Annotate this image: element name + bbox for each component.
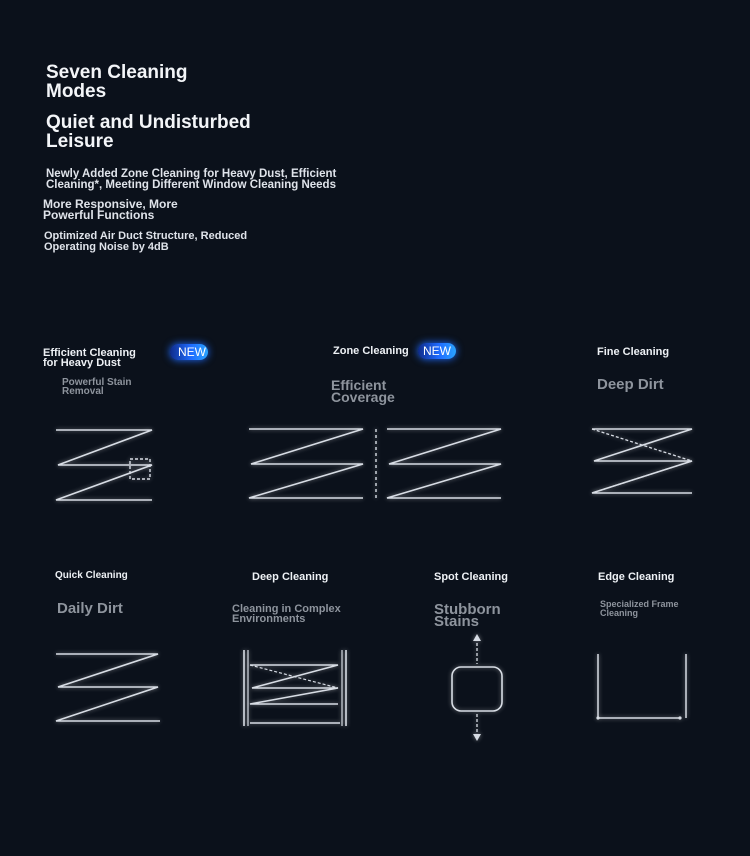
double-zigzag-icon — [245, 425, 510, 505]
mode-spot-subtitle: Stubborn Stains — [434, 601, 501, 630]
new-badge: NEW — [170, 344, 208, 360]
mode-deep-title: Deep Cleaning — [252, 571, 329, 583]
mode-zone-subtitle: Efficient Coverage — [331, 377, 395, 405]
feature-noise-text: Optimized Air Duct Structure, Reduced Operating Noise by 4dB — [44, 230, 248, 253]
new-badge: NEW — [418, 343, 456, 359]
zigzag-crosshatch-icon — [588, 425, 698, 500]
mode-quick-subtitle: Daily Dirt — [57, 600, 123, 617]
mode-edge-title: Edge Cleaning — [598, 571, 675, 583]
mode-fine-subtitle: Deep Dirt — [597, 376, 664, 393]
edge-frame-icon — [592, 652, 692, 724]
mode-edge-subtitle: Specialized Frame Cleaning — [600, 599, 679, 618]
spot-square-arrows-icon — [445, 632, 509, 744]
mode-quick-title: Quick Cleaning — [55, 570, 128, 581]
page-subtitle: Quiet and Undisturbed Leisure — [46, 112, 251, 152]
mode-spot-title: Spot Cleaning — [434, 571, 508, 583]
mode-efficient-title: Efficient Cleaning for Heavy Dust — [43, 347, 136, 369]
mode-zone-title: Zone Cleaning — [333, 345, 409, 357]
zigzag-icon — [52, 650, 164, 728]
page-title: Seven Cleaning Modes — [46, 62, 188, 102]
mode-fine-title: Fine Cleaning — [597, 346, 670, 358]
zigzag-with-target-square-icon — [50, 425, 160, 505]
mode-deep-subtitle: Cleaning in Complex Environments — [232, 603, 341, 625]
feature-responsive-text: More Responsive, More Powerful Functions — [43, 197, 178, 222]
framed-zigzag-icon — [240, 648, 350, 730]
mode-efficient-subtitle: Powerful Stain Removal — [62, 377, 132, 397]
feature-zone-cleaning-text: Newly Added Zone Cleaning for Heavy Dust, Efficient Cleaning*, Meeting Different Window Cleaning Needs — [46, 168, 337, 191]
